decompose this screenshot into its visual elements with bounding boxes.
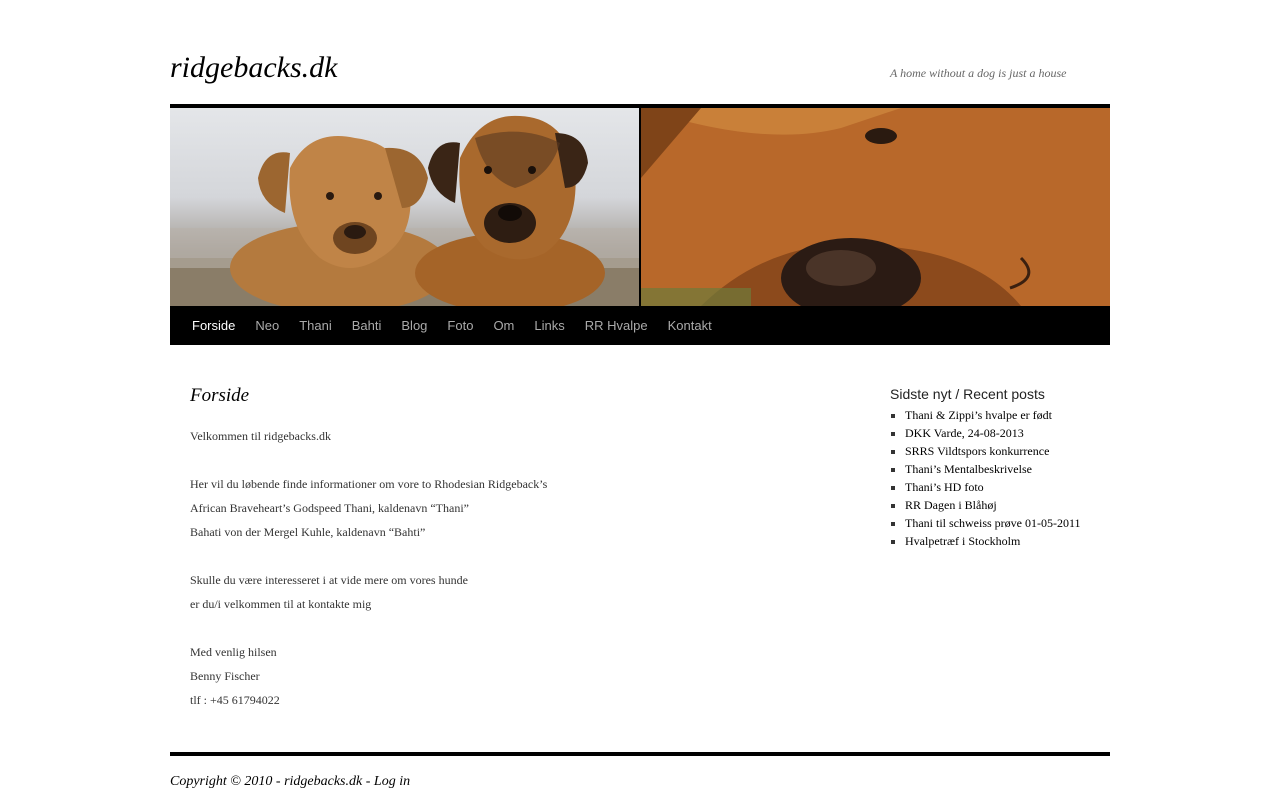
nav-item-neo[interactable]: Neo	[255, 318, 280, 333]
footer-separator: -	[362, 774, 374, 789]
nav-item-foto[interactable]: Foto	[447, 318, 474, 333]
list-item	[905, 478, 1110, 496]
entry-content	[190, 424, 830, 712]
list-item	[905, 514, 1110, 532]
recent-post-link[interactable]: DKK Varde, 24-08-2013	[905, 426, 1024, 440]
banner-image-two-dogs	[170, 108, 639, 306]
header-banner	[170, 104, 1110, 306]
recent-post-link[interactable]: Thani’s HD foto	[905, 480, 984, 494]
list-item	[905, 406, 1110, 424]
footer-divider	[170, 752, 1110, 756]
recent-post-link[interactable]: Thani til schweiss prøve 01-05-2011	[905, 516, 1081, 530]
nav-item-om[interactable]: Om	[493, 318, 515, 333]
list-item	[905, 460, 1110, 478]
contact-invite-text: er du/i velkommen til at kontakte mig	[190, 597, 372, 611]
nav-item-forside[interactable]: Forside	[192, 318, 236, 333]
sleeping-dog-illustration	[641, 108, 1110, 306]
phone-text: tlf : +45 61794022	[190, 693, 280, 707]
site-title[interactable]: ridgebacks.dk	[170, 51, 338, 84]
greeting-text: Med venlig hilsen	[190, 645, 277, 659]
banner-image-sleeping-dog	[641, 108, 1110, 306]
nav-item-bahti[interactable]: Bahti	[351, 318, 382, 333]
nav-item-thani[interactable]: Thani	[299, 318, 332, 333]
nav-item-kontakt[interactable]: Kontakt	[667, 318, 712, 333]
author-name: Benny Fischer	[190, 669, 260, 683]
list-item	[905, 532, 1110, 550]
contact-intro-text: Skulle du være interesseret i at vide mere om vores hunde	[190, 573, 468, 587]
nav-item-blog[interactable]: Blog	[401, 318, 428, 333]
footer-site-link[interactable]: ridgebacks.dk	[284, 774, 363, 789]
site-description: A home without a dog is just a house	[890, 66, 1067, 80]
list-item	[905, 424, 1110, 442]
recent-posts-title: Sidste nyt / Recent posts	[890, 386, 1045, 402]
recent-post-link[interactable]: RR Dagen i Blåhøj	[905, 498, 997, 512]
dog-thani-text: African Braveheart’s Godspeed Thani, kaldenavn “Thani”	[190, 501, 469, 515]
two-dogs-illustration	[170, 108, 639, 306]
recent-post-link[interactable]: Thani’s Mentalbeskrivelse	[905, 462, 1032, 476]
recent-post-link[interactable]: Hvalpetræf i Stockholm	[905, 534, 1021, 548]
main-content	[190, 384, 830, 712]
blank-line	[190, 616, 830, 640]
sidebar	[890, 384, 1110, 550]
recent-post-link[interactable]: SRRS Vildtspors konkurrence	[905, 444, 1050, 458]
nav-item-links[interactable]: Links	[534, 318, 565, 333]
nav-item-rr-hvalpe[interactable]: RR Hvalpe	[584, 318, 648, 333]
page-wrapper	[170, 0, 1110, 800]
recent-posts-list	[890, 406, 1110, 550]
dog-bahti-text: Bahati von der Mergel Kuhle, kaldenavn “Bahti”	[190, 525, 426, 539]
copyright-text: Copyright © 2010 -	[170, 774, 285, 789]
footer	[170, 772, 410, 792]
blank-line	[190, 544, 830, 568]
welcome-text: Velkommen til ridgebacks.dk	[190, 429, 331, 443]
login-link[interactable]: Log in	[373, 774, 411, 789]
blank-line	[190, 448, 830, 472]
intro-text: Her vil du løbende finde informationer om vore to Rhodesian Ridgeback’s	[190, 477, 548, 491]
list-item	[905, 496, 1110, 514]
recent-post-link[interactable]: Thani & Zippi’s hvalpe er født	[905, 408, 1052, 422]
list-item	[905, 442, 1110, 460]
main-navigation	[170, 306, 1110, 345]
page-title: Forside	[190, 385, 250, 406]
